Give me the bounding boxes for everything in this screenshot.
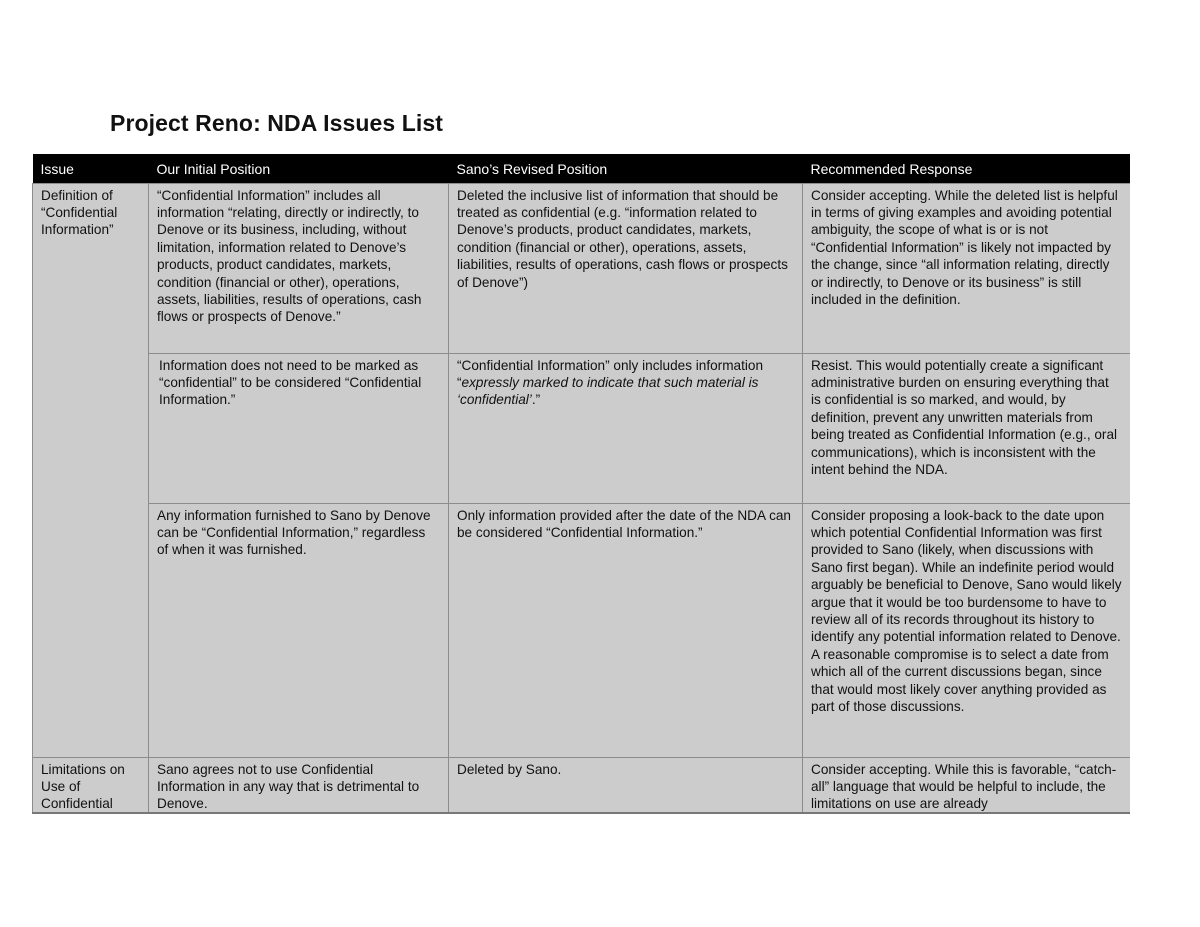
header-revised-position: Sano’s Revised Position <box>449 154 803 183</box>
revised-position-cell: Only information provided after the date of the NDA can be considered “Confidential Information.” <box>449 503 803 757</box>
recommended-response-cell: Consider accepting. While this is favorable, “catch-all” language that would be helpful to include, the limitations on use are already <box>803 757 1131 814</box>
revised-position-cell: Deleted by Sano. <box>449 757 803 814</box>
table-row <box>33 503 1131 757</box>
header-issue: Issue <box>33 154 149 183</box>
issues-table <box>32 154 1130 814</box>
header-recommended-response: Recommended Response <box>803 154 1131 183</box>
initial-position-cell: Information does not need to be marked as “confidential” to be considered “Confidential Information.” <box>149 353 449 503</box>
initial-position-cell: Sano agrees not to use Confidential Information in any way that is detrimental to Denove. <box>149 757 449 814</box>
header-initial-position: Our Initial Position <box>149 154 449 183</box>
table-header-row <box>33 154 1131 183</box>
initial-position-cell: Any information furnished to Sano by Denove can be “Confidential Information,” regardless of when it was furnished. <box>149 503 449 757</box>
page-title: Project Reno: NDA Issues List <box>110 110 444 136</box>
revised-position-cell: Deleted the inclusive list of information that should be treated as confidential (e.g. “information related to Denove’s products, product candidates, markets, condition (financial or other), operations, assets, liabilities, results of operations, cash flows or prospects of Denove”) <box>449 183 803 353</box>
recommended-response-cell: Consider proposing a look-back to the date upon which potential Confidential Information was first provided to Sano (likely, when discussions with Sano first began). While an indefinite period would arguably be beneficial to Denove, Sano would likely argue that it would be too burdensome to have to review all of its records throughout its history to identify any potential information related to Denove. A reasonable compromise is to select a date from which all of the current discussions began, since that would most likely cover anything provided as part of those discussions. <box>803 503 1131 757</box>
revised-position-cell <box>449 353 803 503</box>
revised-text-suffix: .” <box>531 392 541 408</box>
table-row <box>33 353 1131 503</box>
revised-text-prefix: “Confidential Information” only includes information “ <box>457 357 764 390</box>
table-row <box>33 183 1131 353</box>
recommended-response-cell: Resist. This would potentially create a significant administrative burden on ensuring everything that is confidential is so marked, and would, by definition, prevent any unwritten materials from being treated as Confidential Information (e.g., oral communications), which is inconsistent with the intent behind the NDA. <box>803 353 1131 503</box>
revised-text-italic: expressly marked to indicate that such material is ‘confidential’ <box>457 374 759 408</box>
table-row <box>33 757 1131 814</box>
initial-position-cell: “Confidential Information” includes all information “relating, directly or indirectly, to Denove or its business, including, without limitation, information related to Denove’s products, product candidates, markets, condition (financial or other), operations, assets, liabilities, results of operations, cash flows or prospects of Denove.” <box>149 183 449 353</box>
issues-table-container <box>32 154 1130 814</box>
issue-cell: Definition of “Confidential Information” <box>33 183 149 757</box>
recommended-response-cell: Consider accepting. While the deleted list is helpful in terms of giving examples and avoiding potential ambiguity, the scope of what is or is not “Confidential Information” is likely not impacted by the change, since “all information relating, directly or indirectly, to Denove or its business” is still included in the definition. <box>803 183 1131 353</box>
issue-cell: Limitations on Use of Confidential <box>33 757 149 814</box>
